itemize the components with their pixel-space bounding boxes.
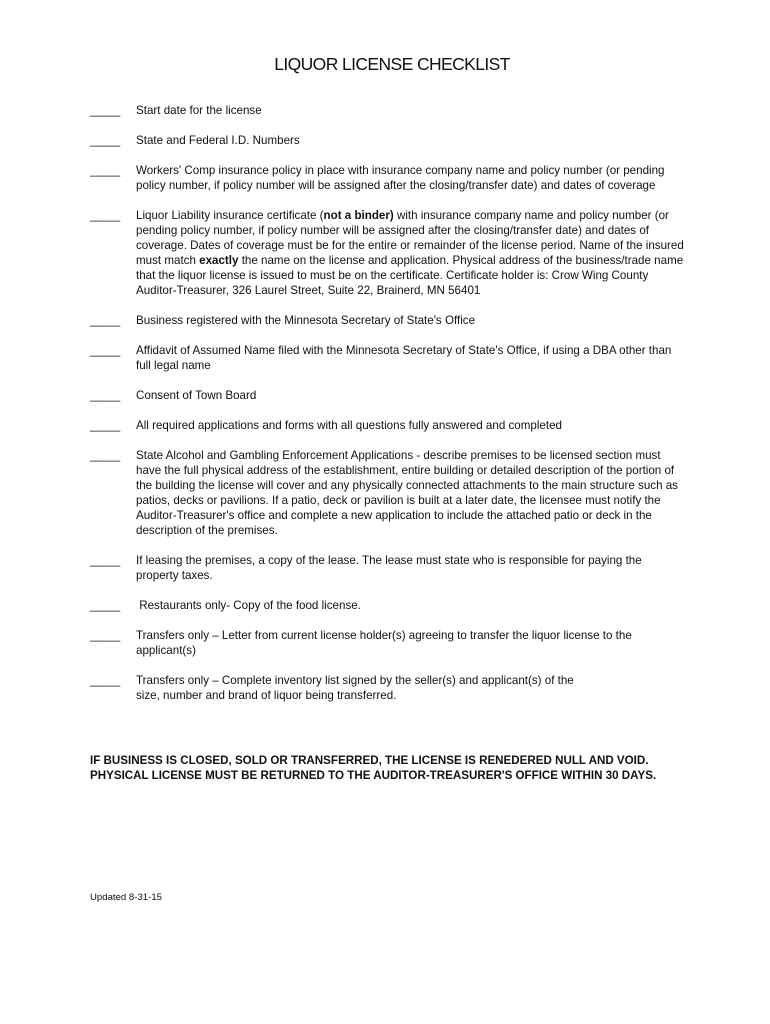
checklist-item-applications bbox=[90, 418, 684, 433]
check-blank: _____ bbox=[90, 164, 120, 177]
checklist bbox=[90, 103, 684, 703]
item-text-bold: not a binder) bbox=[323, 209, 394, 222]
item-text: If leasing the premises, a copy of the lease. The lease must state who is responsible for paying the property taxes. bbox=[136, 554, 642, 582]
check-blank: _____ bbox=[90, 419, 120, 432]
item-text: Transfers only – Complete inventory list signed by the seller(s) and applicant(s) of the size, number and brand of liquor being transferred. bbox=[136, 674, 574, 702]
closure-notice: IF BUSINESS IS CLOSED, SOLD OR TRANSFERRED, THE LICENSE IS RENEDERED NULL AND VOID. PHYSICAL LICENSE MUST BE RETURNED TO THE AUDITOR-TREASURER'S OFFICE WITHIN 30 DAYS. bbox=[90, 754, 657, 782]
check-blank: _____ bbox=[90, 389, 120, 402]
item-text: Business registered with the Minnesota Secretary of State's Office bbox=[136, 314, 476, 327]
checklist-item-id-numbers bbox=[90, 133, 684, 148]
item-text: All required applications and forms with all questions fully answered and completed bbox=[136, 419, 562, 432]
checklist-item-age-applications bbox=[90, 448, 684, 538]
checklist-item-town-board bbox=[90, 388, 684, 403]
check-blank: _____ bbox=[90, 554, 120, 567]
checklist-item-transfer-letter bbox=[90, 628, 684, 658]
check-blank: _____ bbox=[90, 314, 120, 327]
checklist-item-workers-comp bbox=[90, 163, 684, 193]
check-blank: _____ bbox=[90, 209, 120, 222]
checklist-item-food-license bbox=[90, 598, 684, 613]
checklist-item-start-date bbox=[90, 103, 684, 118]
item-text-bold: exactly bbox=[199, 254, 239, 267]
item-text: Consent of Town Board bbox=[136, 389, 257, 402]
check-blank: _____ bbox=[90, 674, 120, 687]
check-blank: _____ bbox=[90, 104, 120, 117]
item-text-part: the name on the license and application. Physical address of the business/trade name that the liquor license is issued to must be on the certificate. Certificate holder is: Crow Wing County Auditor-Treasurer, 326 Laurel Street, Suite 22, Brainerd, MN 56401 bbox=[136, 254, 684, 297]
check-blank: _____ bbox=[90, 344, 120, 357]
checklist-item-transfer-inventory bbox=[90, 673, 684, 703]
check-blank: _____ bbox=[90, 629, 120, 642]
updated-date: Updated 8-31-15 bbox=[90, 892, 163, 903]
check-blank: _____ bbox=[90, 134, 120, 147]
checklist-item-assumed-name bbox=[90, 343, 684, 373]
checklist-item-business-registered bbox=[90, 313, 684, 328]
item-text: Restaurants only- Copy of the food license. bbox=[136, 599, 361, 612]
item-text: Workers' Comp insurance policy in place with insurance company name and policy number (or pending policy number, if policy number will be assigned after the closing/transfer date) and dates of coverage bbox=[136, 164, 665, 192]
item-text-part: with insurance company name and policy number (or pending policy number, if policy number will be assigned after the closing/transfer date) and dates of coverage. Dates of coverage must be for the entire or remainder of the license period. Name of the insured must match bbox=[136, 209, 684, 267]
item-text: Transfers only – Letter from current license holder(s) agreeing to transfer the liquor license to the applicant(s) bbox=[136, 629, 632, 657]
item-text: State and Federal I.D. Numbers bbox=[136, 134, 300, 147]
check-blank: _____ bbox=[90, 449, 120, 462]
item-text-part: Liquor Liability insurance certificate ( bbox=[136, 209, 324, 222]
page-title: LIQUOR LICENSE CHECKLIST bbox=[274, 54, 510, 74]
item-text: Start date for the license bbox=[136, 104, 262, 117]
item-text: State Alcohol and Gambling Enforcement Applications - describe premises to be licensed section must have the full physical address of the establishment, entire building or detailed description of the portion of the building the license will cover and any physically connected attachments to the main structure such as patios, decks or pavilions. If a patio, deck or pavilion is built at a later date, the licensee must notify the Auditor-Treasurer's office and complete a new application to include the attached patio or deck in the description of the premises. bbox=[136, 449, 678, 537]
checklist-item-lease bbox=[90, 553, 684, 583]
item-text bbox=[136, 208, 684, 298]
item-text: Affidavit of Assumed Name filed with the Minnesota Secretary of State's Office, if using a DBA other than full legal name bbox=[136, 344, 672, 372]
checklist-item-liquor-liability bbox=[90, 208, 684, 298]
check-blank: _____ bbox=[90, 599, 120, 612]
